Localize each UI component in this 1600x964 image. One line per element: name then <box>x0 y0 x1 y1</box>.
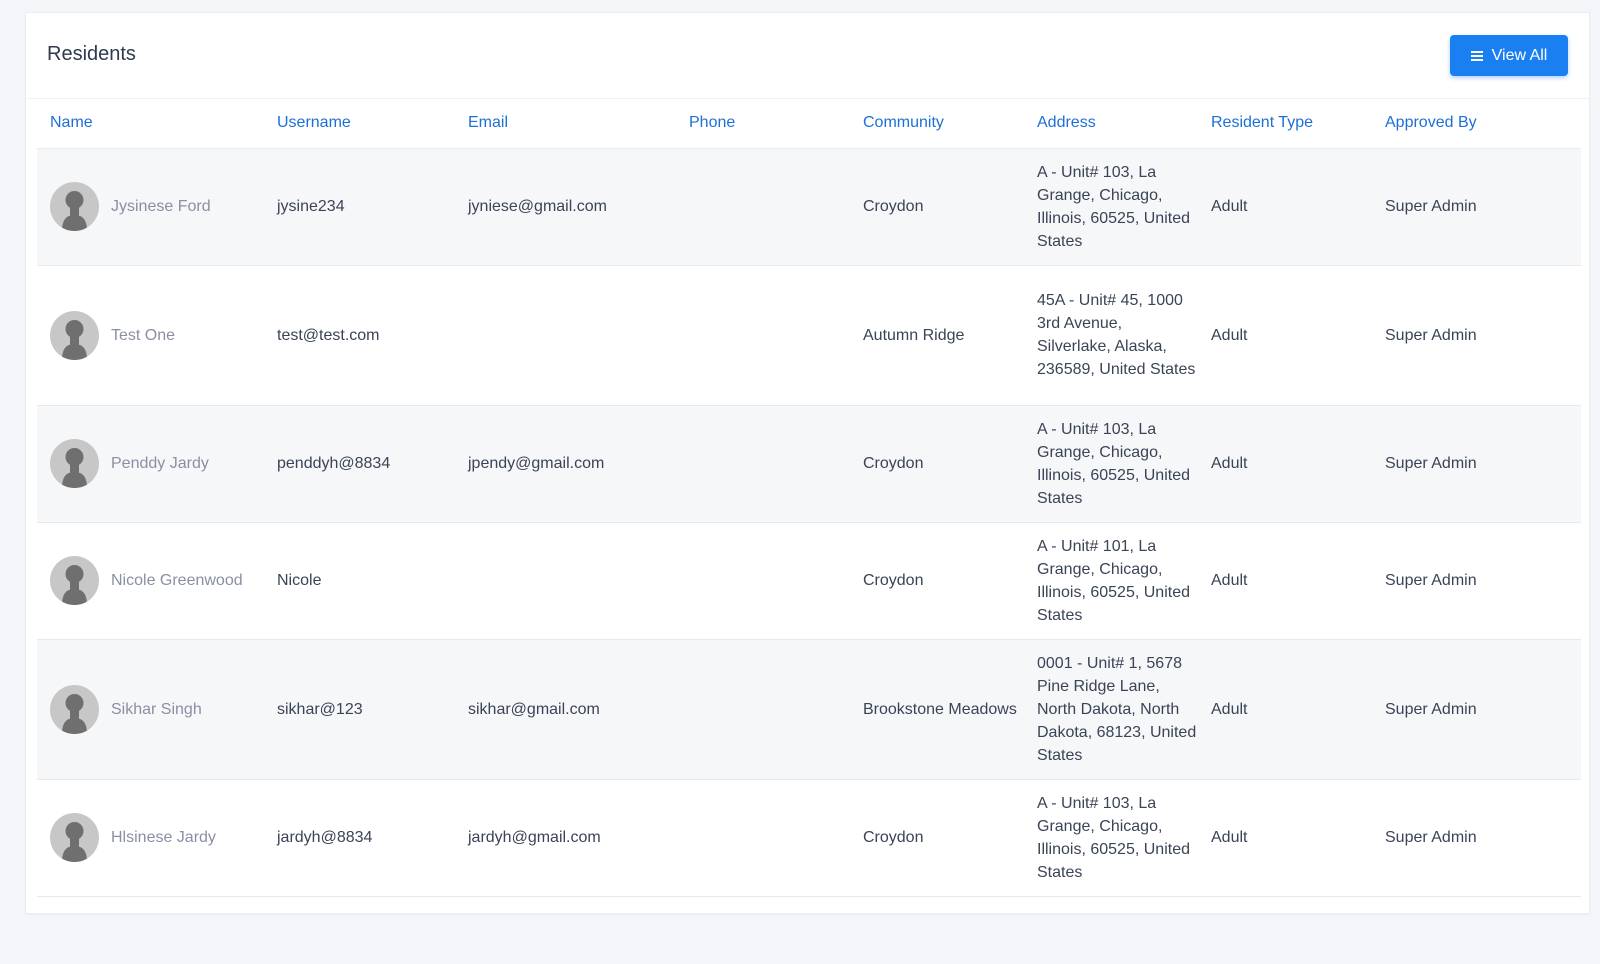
name-cell <box>37 405 264 522</box>
resident-type-cell: Adult <box>1198 148 1372 265</box>
name-cell <box>37 639 264 779</box>
resident-name[interactable]: Penddy Jardy <box>111 455 209 472</box>
approved-by-cell: Super Admin <box>1372 779 1581 896</box>
community-cell: Croydon <box>850 148 1024 265</box>
column-header-username[interactable]: Username <box>264 99 455 148</box>
user-avatar-icon <box>50 182 99 231</box>
username-cell: test@test.com <box>264 265 455 405</box>
table-row[interactable] <box>37 405 1581 522</box>
resident-type-cell: Adult <box>1198 779 1372 896</box>
user-avatar-icon <box>50 439 99 488</box>
username-cell: jardyh@8834 <box>264 779 455 896</box>
user-avatar-icon <box>50 813 99 862</box>
table-header-row <box>37 99 1581 148</box>
username-cell: sikhar@123 <box>264 639 455 779</box>
resident-name[interactable]: Jysinese Ford <box>111 198 211 215</box>
resident-name[interactable]: Hlsinese Jardy <box>111 829 216 846</box>
community-cell: Croydon <box>850 405 1024 522</box>
email-cell: jpendy@gmail.com <box>455 405 676 522</box>
phone-cell <box>676 265 850 405</box>
card-title: Residents <box>47 43 136 65</box>
username-cell: penddyh@8834 <box>264 405 455 522</box>
user-avatar-icon <box>50 556 99 605</box>
resident-type-cell: Adult <box>1198 522 1372 639</box>
address-cell: A - Unit# 103, La Grange, Chicago, Illinois, 60525, United States <box>1024 405 1198 522</box>
community-cell: Croydon <box>850 522 1024 639</box>
resident-type-cell: Adult <box>1198 639 1372 779</box>
username-cell: jysine234 <box>264 148 455 265</box>
name-cell <box>37 265 264 405</box>
view-all-label: View All <box>1491 46 1548 64</box>
address-cell: A - Unit# 101, La Grange, Chicago, Illinois, 60525, United States <box>1024 522 1198 639</box>
approved-by-cell: Super Admin <box>1372 522 1581 639</box>
email-cell: jyniese@gmail.com <box>455 148 676 265</box>
approved-by-cell: Super Admin <box>1372 405 1581 522</box>
column-header-approved-by[interactable]: Approved By <box>1372 99 1581 148</box>
phone-cell <box>676 405 850 522</box>
resident-name[interactable]: Sikhar Singh <box>111 700 202 718</box>
email-cell <box>455 522 676 639</box>
address-cell: 0001 - Unit# 1, 5678 Pine Ridge Lane, North Dakota, North Dakota, 68123, United States <box>1024 639 1198 779</box>
resident-name[interactable]: Test One <box>111 326 176 344</box>
user-avatar-icon <box>50 685 99 734</box>
community-cell: Croydon <box>850 779 1024 896</box>
phone-cell <box>676 148 850 265</box>
approved-by-cell: Super Admin <box>1372 639 1581 779</box>
email-cell: jardyh@gmail.com <box>455 779 676 896</box>
table-row[interactable] <box>37 148 1581 265</box>
email-cell: sikhar@gmail.com <box>455 639 676 779</box>
resident-type-cell: Adult <box>1198 405 1372 522</box>
approved-by-cell: Super Admin <box>1372 148 1581 265</box>
column-header-community[interactable]: Community <box>850 99 1024 148</box>
phone-cell <box>676 522 850 639</box>
list-icon <box>1471 51 1483 61</box>
address-cell: A - Unit# 103, La Grange, Chicago, Illinois, 60525, United States <box>1024 148 1198 265</box>
residents-table <box>37 99 1581 897</box>
column-header-name[interactable]: Name <box>37 99 264 148</box>
table-row[interactable] <box>37 522 1581 639</box>
username-cell: Nicole <box>264 522 455 639</box>
table-row[interactable] <box>37 779 1581 896</box>
phone-cell <box>676 779 850 896</box>
table-row[interactable] <box>37 265 1581 405</box>
community-cell: Brookstone Meadows <box>850 639 1024 779</box>
column-header-address[interactable]: Address <box>1024 99 1198 148</box>
column-header-resident-type[interactable]: Resident Type <box>1198 99 1372 148</box>
phone-cell <box>676 639 850 779</box>
resident-name[interactable]: Nicole Greenwood <box>111 572 243 589</box>
community-cell: Autumn Ridge <box>850 265 1024 405</box>
address-cell: A - Unit# 103, La Grange, Chicago, Illinois, 60525, United States <box>1024 779 1198 896</box>
table-row[interactable] <box>37 639 1581 779</box>
approved-by-cell: Super Admin <box>1372 265 1581 405</box>
view-all-button[interactable] <box>1450 35 1568 76</box>
user-avatar-icon <box>50 311 99 360</box>
name-cell <box>37 522 264 639</box>
name-cell <box>37 779 264 896</box>
column-header-phone[interactable]: Phone <box>676 99 850 148</box>
residents-card <box>25 12 1590 914</box>
address-cell: 45A - Unit# 45, 1000 3rd Avenue, Silverlake, Alaska, 236589, United States <box>1024 265 1198 405</box>
name-cell <box>37 148 264 265</box>
residents-table-wrapper <box>37 99 1581 897</box>
column-header-email[interactable]: Email <box>455 99 676 148</box>
email-cell <box>455 265 676 405</box>
resident-type-cell: Adult <box>1198 265 1372 405</box>
card-header <box>26 13 1589 99</box>
